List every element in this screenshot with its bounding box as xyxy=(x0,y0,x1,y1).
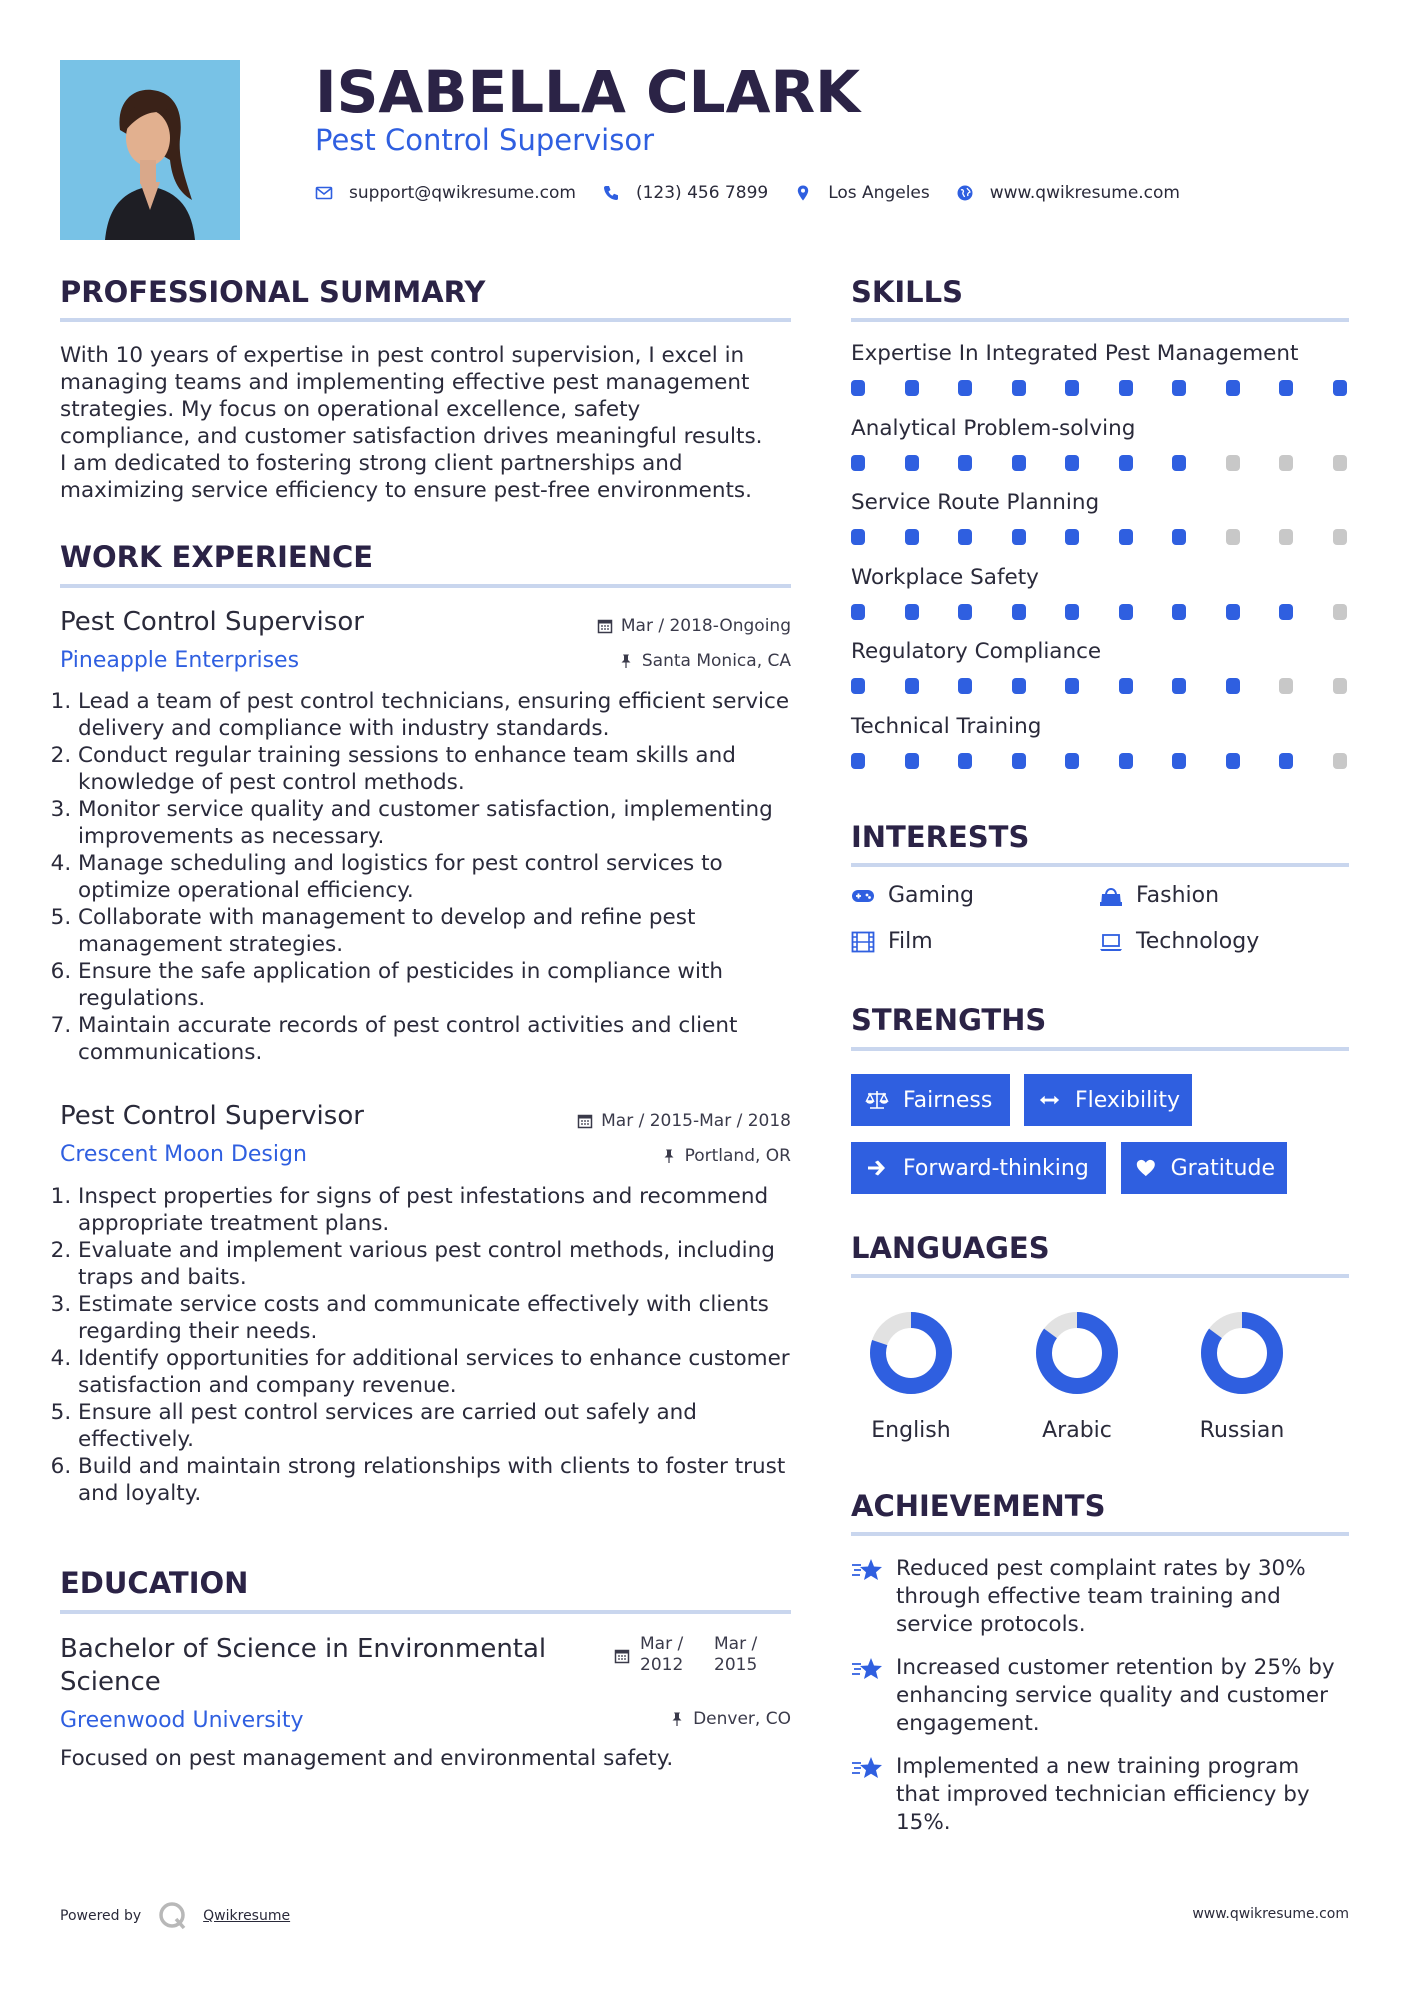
powered-by-text: Powered by xyxy=(60,1908,142,1924)
skill-dot-filled xyxy=(1226,753,1240,769)
interest-film-label: Film xyxy=(888,929,933,954)
website-text: www.qwikresume.com xyxy=(989,183,1180,203)
candidate-name: ISABELLA CLARK xyxy=(315,58,861,126)
skill-name: Analytical Problem-solving xyxy=(851,415,1136,441)
summary-line: I am dedicated to fostering strong client partnerships and xyxy=(60,451,683,476)
languages-heading: LANGUAGES xyxy=(851,1231,1050,1265)
skill-rating xyxy=(851,753,1351,769)
skill-dot-filled xyxy=(1012,380,1026,396)
strength-fairness-label: Fairness xyxy=(903,1087,993,1113)
education-location-text: Denver, CO xyxy=(693,1709,791,1729)
strengths-heading: STRENGTHS xyxy=(851,1003,1047,1037)
heart-icon xyxy=(1135,1157,1157,1179)
achievement-line: 15%. xyxy=(896,1810,951,1835)
globe-icon xyxy=(956,184,974,202)
skill-dot-filled xyxy=(1172,380,1186,396)
skill-dot-filled xyxy=(1172,529,1186,545)
job-2-date-text: Mar / 2015-Mar / 2018 xyxy=(601,1111,791,1131)
language-item xyxy=(1017,1310,1137,1443)
summary-line: compliance, and customer satisfaction drives meaningful results. xyxy=(60,424,763,449)
skill-dot-empty xyxy=(1226,455,1240,471)
interest-gaming-label: Gaming xyxy=(888,883,974,908)
laptop-icon xyxy=(1099,931,1123,953)
skill-dot-filled xyxy=(851,604,865,620)
skill-dot-filled xyxy=(905,529,919,545)
skill-dot-filled xyxy=(1012,604,1026,620)
skill-dot-filled xyxy=(851,529,865,545)
qwikresume-link[interactable]: Qwikresume xyxy=(203,1908,291,1924)
skill-dot-filled xyxy=(1119,380,1133,396)
education-start-date xyxy=(640,1634,683,1676)
skill-dot-empty xyxy=(1333,455,1347,471)
job-1-location xyxy=(520,650,791,672)
phone-text: (123) 456 7899 xyxy=(635,183,769,203)
calendar-icon xyxy=(597,618,613,634)
pushpin-icon xyxy=(618,653,634,669)
interests-heading: INTERESTS xyxy=(851,820,1030,854)
arrow-right-icon xyxy=(865,1157,889,1179)
skill-dot-filled xyxy=(1065,604,1079,620)
school-name: Greenwood University xyxy=(60,1708,304,1733)
interest-technology-label: Technology xyxy=(1136,929,1260,954)
skill-dot-filled xyxy=(851,455,865,471)
achievement-line: enhancing service quality and customer xyxy=(896,1683,1328,1708)
language-donut xyxy=(868,1310,954,1396)
skill-dot-empty xyxy=(1279,455,1293,471)
skill-dot-filled xyxy=(851,380,865,396)
calendar-icon xyxy=(614,1648,630,1664)
skill-rating xyxy=(851,604,1351,620)
skill-name: Technical Training xyxy=(851,713,1042,739)
summary-heading: PROFESSIONAL SUMMARY xyxy=(60,275,486,309)
skill-dot-filled xyxy=(958,604,972,620)
skill-dot-filled xyxy=(851,678,865,694)
skill-dot-filled xyxy=(905,753,919,769)
qwikresume-logo-icon xyxy=(157,1900,189,1932)
arrows-horizontal-icon xyxy=(1038,1089,1061,1111)
skill-dot-filled xyxy=(851,753,865,769)
job-bullet: 3. Estimate service costs and communicate effectively with clients regarding their needs. xyxy=(78,1291,798,1345)
achievement-text xyxy=(896,1555,1356,1639)
summary-line: With 10 years of expertise in pest control supervision, I excel in xyxy=(60,343,745,368)
skill-rating xyxy=(851,678,1351,694)
skill-dot-empty xyxy=(1279,529,1293,545)
job-bullet: 1. Inspect properties for signs of pest infestations and recommend appropriate treatment plans. xyxy=(78,1183,798,1237)
map-pin-icon xyxy=(794,184,812,202)
summary-divider xyxy=(60,318,791,322)
job-1-title: Pest Control Supervisor xyxy=(60,607,364,637)
experience-heading: WORK EXPERIENCE xyxy=(60,540,374,574)
footer-website[interactable]: www.qwikresume.com xyxy=(1192,1906,1349,1922)
skill-dot-empty xyxy=(1333,753,1347,769)
contact-location xyxy=(794,183,930,203)
job-bullet: 6. Ensure the safe application of pesticides in compliance with regulations. xyxy=(78,958,798,1012)
job-bullet: 2. Conduct regular training sessions to enhance team skills and knowledge of pest control methods. xyxy=(78,742,798,796)
skill-dot-filled xyxy=(1119,529,1133,545)
phone-icon xyxy=(602,184,620,202)
skill-dot-filled xyxy=(1279,753,1293,769)
language-name: English xyxy=(871,1418,951,1443)
skill-dot-filled xyxy=(1065,753,1079,769)
skill-name: Regulatory Compliance xyxy=(851,639,1102,664)
language-name: Russian xyxy=(1199,1418,1285,1443)
achievement-line: Reduced pest complaint rates by 30% xyxy=(896,1556,1306,1581)
job-1-date-text: Mar / 2018-Ongoing xyxy=(620,616,791,636)
skill-dot-filled xyxy=(1065,678,1079,694)
achievement-line: Increased customer retention by 25% by xyxy=(896,1655,1335,1680)
achievements-heading: ACHIEVEMENTS xyxy=(851,1489,1106,1523)
pushpin-icon xyxy=(661,1148,677,1164)
skill-dot-filled xyxy=(1065,529,1079,545)
contact-bar xyxy=(315,178,1206,208)
job-1-date xyxy=(520,615,791,637)
achievement-line: that improved technician efficiency by xyxy=(896,1782,1310,1807)
achievements-divider xyxy=(851,1532,1349,1536)
skill-rating xyxy=(851,529,1351,545)
skill-dot-empty xyxy=(1333,604,1347,620)
skill-rating xyxy=(851,455,1351,471)
skill-dot-filled xyxy=(958,455,972,471)
skill-dot-filled xyxy=(1226,380,1240,396)
interest-fashion xyxy=(1099,883,1219,908)
skill-dot-filled xyxy=(1172,678,1186,694)
job-1-company: Pineapple Enterprises xyxy=(60,648,300,673)
profile-photo xyxy=(60,60,240,240)
gamepad-icon xyxy=(851,885,875,907)
skill-dot-filled xyxy=(1119,455,1133,471)
skill-dot-filled xyxy=(1172,604,1186,620)
strengths-divider xyxy=(851,1047,1349,1051)
job-2-company: Crescent Moon Design xyxy=(60,1142,307,1167)
job-bullet: 6. Build and maintain strong relationships with clients to foster trust and loyalty. xyxy=(78,1453,798,1507)
education-start-month: Mar / xyxy=(640,1634,684,1654)
job-bullet: 2. Evaluate and implement various pest control methods, including traps and baits. xyxy=(78,1237,798,1291)
strength-gratitude xyxy=(1121,1142,1287,1194)
email-text: support@qwikresume.com xyxy=(349,183,576,203)
skill-dot-filled xyxy=(958,380,972,396)
education-location xyxy=(520,1708,791,1730)
skills-heading: SKILLS xyxy=(851,275,963,309)
language-item xyxy=(1182,1310,1302,1443)
education-end-date xyxy=(714,1634,757,1676)
languages-divider xyxy=(851,1274,1349,1278)
skill-dot-filled xyxy=(1172,455,1186,471)
skill-dot-filled xyxy=(1065,455,1079,471)
interest-film xyxy=(851,929,933,954)
skill-dot-filled xyxy=(958,678,972,694)
skill-dot-filled xyxy=(1226,604,1240,620)
job-bullet: 5. Ensure all pest control services are carried out safely and effectively. xyxy=(78,1399,798,1453)
strength-forward-thinking xyxy=(851,1142,1106,1194)
skill-rating xyxy=(851,380,1351,396)
job-bullet: 4. Identify opportunities for additional services to enhance customer satisfaction and company revenue. xyxy=(78,1345,798,1399)
experience-divider xyxy=(60,584,791,588)
balance-scale-icon xyxy=(865,1089,889,1111)
summary-text xyxy=(60,342,800,504)
job-bullet: 4. Manage scheduling and logistics for pest control services to optimize operational efficiency. xyxy=(78,850,798,904)
skill-dot-filled xyxy=(1226,678,1240,694)
education-end-year: 2015 xyxy=(714,1655,758,1675)
job-2-bullets xyxy=(60,1183,798,1507)
skill-dot-filled xyxy=(1012,529,1026,545)
contact-phone[interactable] xyxy=(602,183,768,203)
education-start-year: 2012 xyxy=(640,1655,684,1675)
achievement-line: through effective team training and xyxy=(896,1584,1281,1609)
job-1-bullets xyxy=(60,688,798,1066)
skill-dot-filled xyxy=(905,604,919,620)
skill-dot-filled xyxy=(1012,455,1026,471)
language-name: Arabic xyxy=(1042,1418,1112,1443)
job-bullet: 7. Maintain accurate records of pest control activities and client communications. xyxy=(78,1012,798,1066)
star-icon xyxy=(851,1755,883,1781)
interest-technology xyxy=(1099,929,1259,954)
skill-dot-filled xyxy=(1119,753,1133,769)
education-description: Focused on pest management and environmental safety. xyxy=(60,1746,674,1771)
skill-dot-empty xyxy=(1226,529,1240,545)
interests-divider xyxy=(851,863,1349,867)
strength-flexibility xyxy=(1024,1074,1192,1126)
skill-dot-filled xyxy=(1119,678,1133,694)
footer-powered-by xyxy=(60,1900,290,1932)
job-2-location xyxy=(520,1145,791,1167)
skill-dot-filled xyxy=(1065,380,1079,396)
skill-dot-filled xyxy=(1012,753,1026,769)
strength-flexibility-label: Flexibility xyxy=(1075,1087,1180,1113)
degree-title-line-1: Bachelor of Science in Environmental xyxy=(60,1634,547,1664)
interest-fashion-label: Fashion xyxy=(1136,883,1220,908)
film-icon xyxy=(851,931,875,953)
strength-fairness xyxy=(851,1074,1010,1126)
skills-divider xyxy=(851,318,1349,322)
skill-dot-empty xyxy=(1279,678,1293,694)
pushpin-icon xyxy=(669,1711,685,1727)
degree-title-line-2: Science xyxy=(60,1667,161,1697)
skill-dot-filled xyxy=(1279,380,1293,396)
envelope-icon xyxy=(315,184,333,202)
job-bullet: 5. Collaborate with management to develop and refine pest management strategies. xyxy=(78,904,798,958)
skill-dot-filled xyxy=(1119,604,1133,620)
skill-dot-filled xyxy=(1279,604,1293,620)
language-donut xyxy=(1034,1310,1120,1396)
job-2-title: Pest Control Supervisor xyxy=(60,1101,364,1131)
education-heading: EDUCATION xyxy=(60,1566,249,1600)
job-bullet: 3. Monitor service quality and customer satisfaction, implementing improvements as necessary. xyxy=(78,796,798,850)
skill-dot-filled xyxy=(905,380,919,396)
star-icon xyxy=(851,1557,883,1583)
skill-dot-empty xyxy=(1333,529,1347,545)
candidate-title: Pest Control Supervisor xyxy=(315,123,654,157)
skill-name: Service Route Planning xyxy=(851,490,1100,515)
skill-dot-filled xyxy=(905,678,919,694)
skill-dot-filled xyxy=(958,753,972,769)
star-icon xyxy=(851,1656,883,1682)
summary-line: strategies. My focus on operational excellence, safety xyxy=(60,397,641,422)
summary-line: managing teams and implementing effective pest management xyxy=(60,370,750,395)
achievement-line: service protocols. xyxy=(896,1612,1086,1637)
education-divider xyxy=(60,1610,791,1614)
job-1-location-text: Santa Monica, CA xyxy=(641,651,791,671)
job-2-location-text: Portland, OR xyxy=(684,1146,791,1166)
skill-name: Expertise In Integrated Pest Management xyxy=(851,341,1299,366)
language-donut xyxy=(1199,1310,1285,1396)
calendar-icon xyxy=(577,1113,593,1129)
skill-dot-filled xyxy=(1172,753,1186,769)
skill-name: Workplace Safety xyxy=(851,564,1039,590)
contact-email[interactable] xyxy=(315,183,576,203)
job-2-date xyxy=(520,1110,791,1132)
skill-dot-filled xyxy=(1333,380,1347,396)
achievement-text xyxy=(896,1654,1356,1738)
achievement-text xyxy=(896,1753,1356,1837)
skill-dot-filled xyxy=(905,455,919,471)
shopping-bag-icon xyxy=(1099,885,1123,907)
skill-dot-filled xyxy=(958,529,972,545)
achievement-line: Implemented a new training program xyxy=(896,1754,1300,1779)
skill-dot-empty xyxy=(1333,678,1347,694)
skill-dot-filled xyxy=(1012,678,1026,694)
language-item xyxy=(851,1310,971,1443)
strength-forward-thinking-label: Forward-thinking xyxy=(903,1155,1089,1181)
summary-line: maximizing service efficiency to ensure pest-free environments. xyxy=(60,478,752,503)
location-text: Los Angeles xyxy=(828,183,930,203)
education-end-month: Mar / xyxy=(714,1634,758,1654)
job-bullet: 1. Lead a team of pest control technicians, ensuring efficient service delivery and compliance with industry standards. xyxy=(78,688,798,742)
interest-gaming xyxy=(851,883,974,908)
contact-website[interactable] xyxy=(956,183,1180,203)
strength-gratitude-label: Gratitude xyxy=(1170,1155,1275,1181)
achievement-line: engagement. xyxy=(896,1711,1040,1736)
